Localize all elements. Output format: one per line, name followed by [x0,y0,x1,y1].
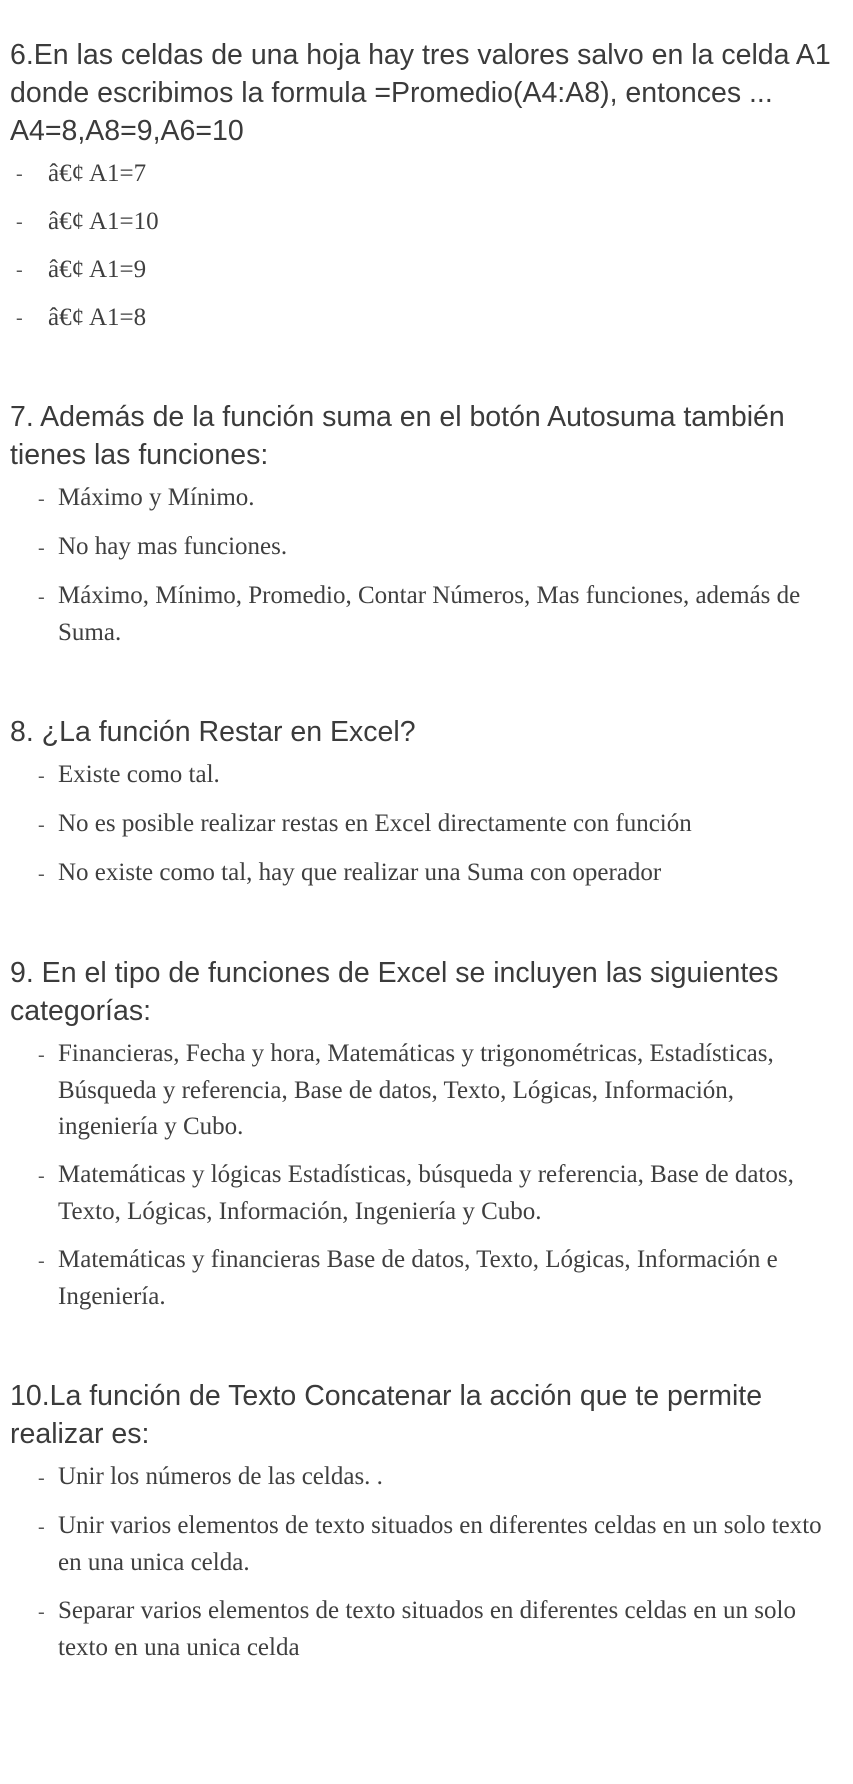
option-label: Matemáticas y lógicas Estadísticas, búsqueda y referencia, Base de datos, Texto, Lógicas, Información, Ingeniería y Cubo. [58,1161,794,1225]
answer-option[interactable] [10,1459,843,1496]
option-label: Separar varios elementos de texto situados en diferentes celdas en un solo texto en una unica celda [58,1597,796,1661]
answer-option[interactable] [10,300,843,336]
answer-option[interactable] [10,1508,843,1581]
bullet-dash: - [38,586,45,608]
bullet-dash: - [16,307,23,329]
answer-option[interactable] [10,156,843,192]
question-9 [10,954,843,1315]
option-label: Unir varios elementos de texto situados en diferentes celdas en un solo texto en una unica celda. [58,1512,822,1576]
option-label: Máximo, Mínimo, Promedio, Contar Números, Mas funciones, además de Suma. [58,582,801,646]
option-label: No hay mas funciones. [58,533,288,560]
question-text: 7. Además de la función suma en el botón Autosuma también tienes las funciones: [10,401,785,471]
option-label: Unir los números de las celdas. . [58,1463,383,1490]
bullet-dash: - [38,488,45,510]
answer-option[interactable] [10,1157,843,1230]
question-text: 9. En el tipo de funciones de Excel se incluyen las siguientes categorías: [10,957,779,1027]
bullet-dash: - [38,1601,45,1623]
question-text: 8. ¿La función Restar en Excel? [10,716,416,748]
option-label: No es posible realizar restas en Excel directamente con función [58,810,692,837]
bullet-dash: - [16,211,23,233]
option-label: Máximo y Mínimo. [58,484,255,511]
question-8 [10,713,843,892]
question-text: 10.La función de Texto Concatenar la acción que te permite realizar es: [10,1380,763,1450]
bullet-dash: - [16,163,23,185]
option-label: â€¢ A1=10 [48,208,159,235]
answer-option[interactable] [10,757,843,794]
option-label: Financieras, Fecha y hora, Matemáticas y trigonométricas, Estadísticas, Búsqueda y referencia, Base de datos, Texto, Lógicas, Información, ingeniería y Cubo. [58,1040,774,1140]
bullet-dash: - [38,1250,45,1272]
answer-option[interactable] [10,806,843,843]
bullet-dash: - [38,1165,45,1187]
option-label: No existe como tal, hay que realizar una Suma con operador [58,859,662,886]
bullet-dash: - [38,1044,45,1066]
bullet-dash: - [16,259,23,281]
answer-option[interactable] [10,252,843,288]
option-label: â€¢ A1=8 [48,304,147,331]
answer-option[interactable] [10,855,843,892]
bullet-dash: - [38,1467,45,1489]
option-label: â€¢ A1=9 [48,256,147,283]
question-7 [10,398,843,651]
option-label: Matemáticas y financieras Base de datos, Texto, Lógicas, Información e Ingeniería. [58,1246,778,1310]
bullet-dash: - [38,765,45,787]
answer-option[interactable] [10,578,843,651]
answer-option[interactable] [10,529,843,566]
question-text: 6.En las celdas de una hoja hay tres valores salvo en la celda A1 donde escribimos la formula =Promedio(A4:A8), entonces ... A4=8,A8=9,A6=10 [10,39,831,147]
answer-option[interactable] [10,204,843,240]
answer-option[interactable] [10,1036,843,1145]
question-10 [10,1377,843,1666]
option-label: â€¢ A1=7 [48,160,147,187]
bullet-dash: - [38,814,45,836]
bullet-dash: - [38,537,45,559]
answer-option[interactable] [10,480,843,517]
question-6 [10,36,843,336]
bullet-dash: - [38,1516,45,1538]
answer-option[interactable] [10,1242,843,1315]
bullet-dash: - [38,863,45,885]
answer-option[interactable] [10,1593,843,1666]
option-label: Existe como tal. [58,761,220,788]
